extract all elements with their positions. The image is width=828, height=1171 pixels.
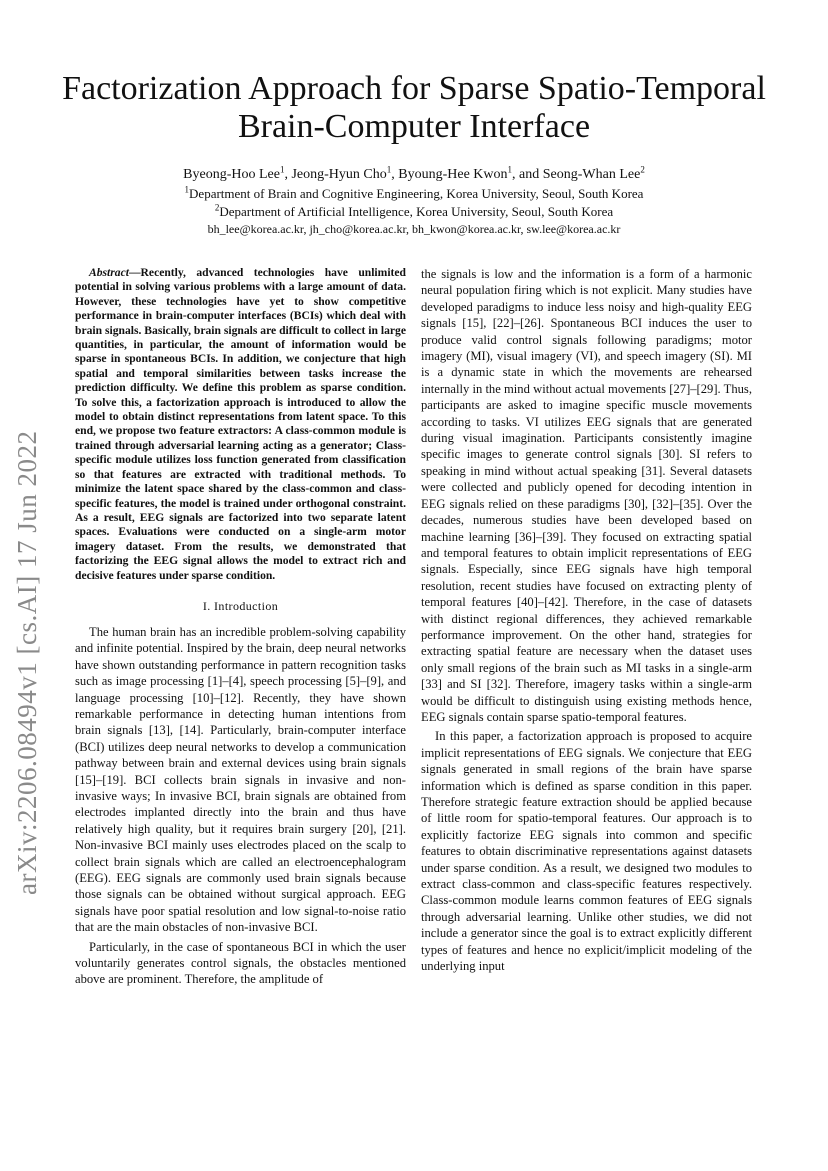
author-name: Seong-Whan Lee: [542, 167, 641, 182]
arxiv-identifier: arXiv:2206.08494v1 [cs.AI] 17 Jun 2022: [12, 430, 42, 895]
body-paragraph: In this paper, a factorization approach is proposed to acquire implicit representations of EEG signals. We conjecture that EEG signals generated in small regions of the brain have sparse information which is defined as sparse condition in this paper. Therefore strategic feature extraction should be applied because of little room for spatio-temporal features. Our approach is to explicitly factorize EEG signals into common and specific features to obtain discriminative representations against datasets under sparse condition. As a result, we designed two modules to extract class-common and class-specific features respectively. Class-common module learns common features of EEG signals through adversarial learning. Unlike other studies, we did not include a generator since the goal is to extract explicitly different types of features and hence no explicit/implicit modeling of the underlying input: [421, 729, 752, 974]
paper-title: Factorization Approach for Sparse Spatio-Temporal Brain-Computer Interface: [62, 70, 766, 145]
author-affil-mark: 2: [640, 164, 645, 175]
left-column: [75, 266, 406, 988]
affiliation-1: [60, 186, 768, 202]
body-paragraph: the signals is low and the information is a form of a harmonic neural population firing which is not explicit. Many studies have developed paradigms to induce less noisy and high-quality EEG signals [15], [22]–[26]. Spontaneous BCI induces the user to produce valid control signals following paradigms; motor imagery (MI), visual imagery (VI), and speech imagery (SI). MI is a dynamic state in which the movements are rehearsed internally in the mind without actual movements [27]–[29]. Thus, participants are asked to imagine specific muscle movements according to tasks. VI utilizes EEG signals that are generated during visual imagination. Participants consistently imagine specific images to generate control signals [30]. SI refers to speaking in mind without actual speaking [31]. Several datasets were collected and publicly opened for decoding intention in EEG signals relied on these paradigms [30], [32]–[35]. Over the decades, numerous studies have been developed based on machine learning [36]–[39]. They focused on extracting spatial and temporal features to obtain implicit representations of EEG signals. Especially, since EEG signals have high temporal resolution, recent studies have focused on extracting plenty of temporal features [40]–[42]. Therefore, in the case of datasets with distinct regional differences, they achieved remarkable performance improvement. On the other hand, strategies for extracting spatial feature are necessary when the dataset uses only small regions of the brain such as MI tasks in a single-arm [33] and SI [32]. Therefore, imagery tasks within a single-arm would be difficult to distinguish using existing methods hence, EEG signals contain sparse spatio-temporal features.: [421, 267, 752, 724]
author-affil-mark: 1: [507, 164, 513, 175]
abstract-label: Abstract: [89, 266, 129, 279]
body-paragraph: The human brain has an incredible problem-solving capability and infinite potential. Inspired by the brain, deep neural networks have shown outstanding performance in pattern recognition tasks such as image processing [1]–[4], speech processing [5]–[9], and language processing [10]–[12]. Recently, they have shown remarkable performance in detecting human intentions from brain signals [13], [14]. Particularly, brain-computer interface (BCI) utilizes deep neural networks to develop a communication pathway between brain and external devices using brain signals [15]–[19]. BCI collects brain signals in invasive and non-invasive ways; In invasive BCI, brain signals are obtained from electrodes implanted directly into the brain and thus have relatively high quality, but it requires brain surgery [20], [21]. Non-invasive BCI mainly uses electrodes placed on the scalp to collect brain signals which are called an electroencephalogram (EEG). EEG signals are commonly used brain signals because those signals can be obtained without surgical approach. EEG signals have poor spatial resolution and low signal-to-noise ratio that are the main obstacles of non-invasive BCI.: [75, 624, 406, 935]
affil-text: Department of Brain and Cognitive Engineering, Korea University, Seoul, South Korea: [189, 186, 644, 201]
author-affil-mark: 1: [279, 164, 285, 175]
author-emails: bh_lee@korea.ac.kr, jh_cho@korea.ac.kr, bh_kwon@korea.ac.kr, sw.lee@korea.ac.kr: [207, 222, 621, 236]
author-name: Byoung-Hee Kwon: [398, 167, 508, 182]
abstract-text: —Recently, advanced technologies have unlimited potential in solving various problems with a large amount of data. However, these technologies have yet to show competitive performance in brain-computer interfaces (BCIs) which deal with brain signals. Basically, brain signals are difficult to collect in large quantities, in particular, the amount of information would be sparse in spontaneous BCIs. In addition, we conjecture that high spatial and temporal similarities between tasks increase the prediction difficulty. We define this problem as sparse condition. To solve this, a factorization approach is introduced to allow the model to obtain distinct representations from latent space. To this end, we propose two feature extractors: A class-common module is trained through adversarial learning acting as a generator; Class-specific module utilizes loss function generated from classification so that features are extracted with traditional methods. To minimize the latent space shared by the class-common and class-specific features, the model is trained under orthogonal constraint. As a result, EEG signals are factorized into two separate latent spaces. Evaluations were conducted on a single-arm motor imagery dataset. From the results, we demonstrated that factorizing the EEG signal allows the model to extract rich and decisive features under sparse condition.: [75, 266, 406, 582]
author-name: Jeong-Hyun Cho: [291, 167, 387, 182]
author-list: Byeong-Hoo Lee$^1$, Jeong-Hyun Cho$^1$, Byoung-Hee Kwon$^1$, and Seong-Whan Lee$^2$: [183, 164, 645, 182]
author-name: Byeong-Hoo Lee: [183, 167, 280, 182]
author-affil-mark: 1: [386, 164, 392, 175]
affil-text: Department of Artificial Intelligence, Korea University, Seoul, South Korea: [219, 204, 614, 219]
abstract: [75, 266, 406, 583]
section-heading-introduction: I. Introduction: [202, 598, 279, 613]
right-column: [421, 266, 752, 974]
affiliation-2: [60, 204, 768, 220]
affil-mark: 2: [214, 202, 220, 213]
body-paragraph: Particularly, in the case of spontaneous BCI in which the user voluntarily generates control signals, the obstacles mentioned above are prominent. Therefore, the amplitude of: [75, 939, 406, 987]
affil-mark: 1: [184, 184, 190, 195]
